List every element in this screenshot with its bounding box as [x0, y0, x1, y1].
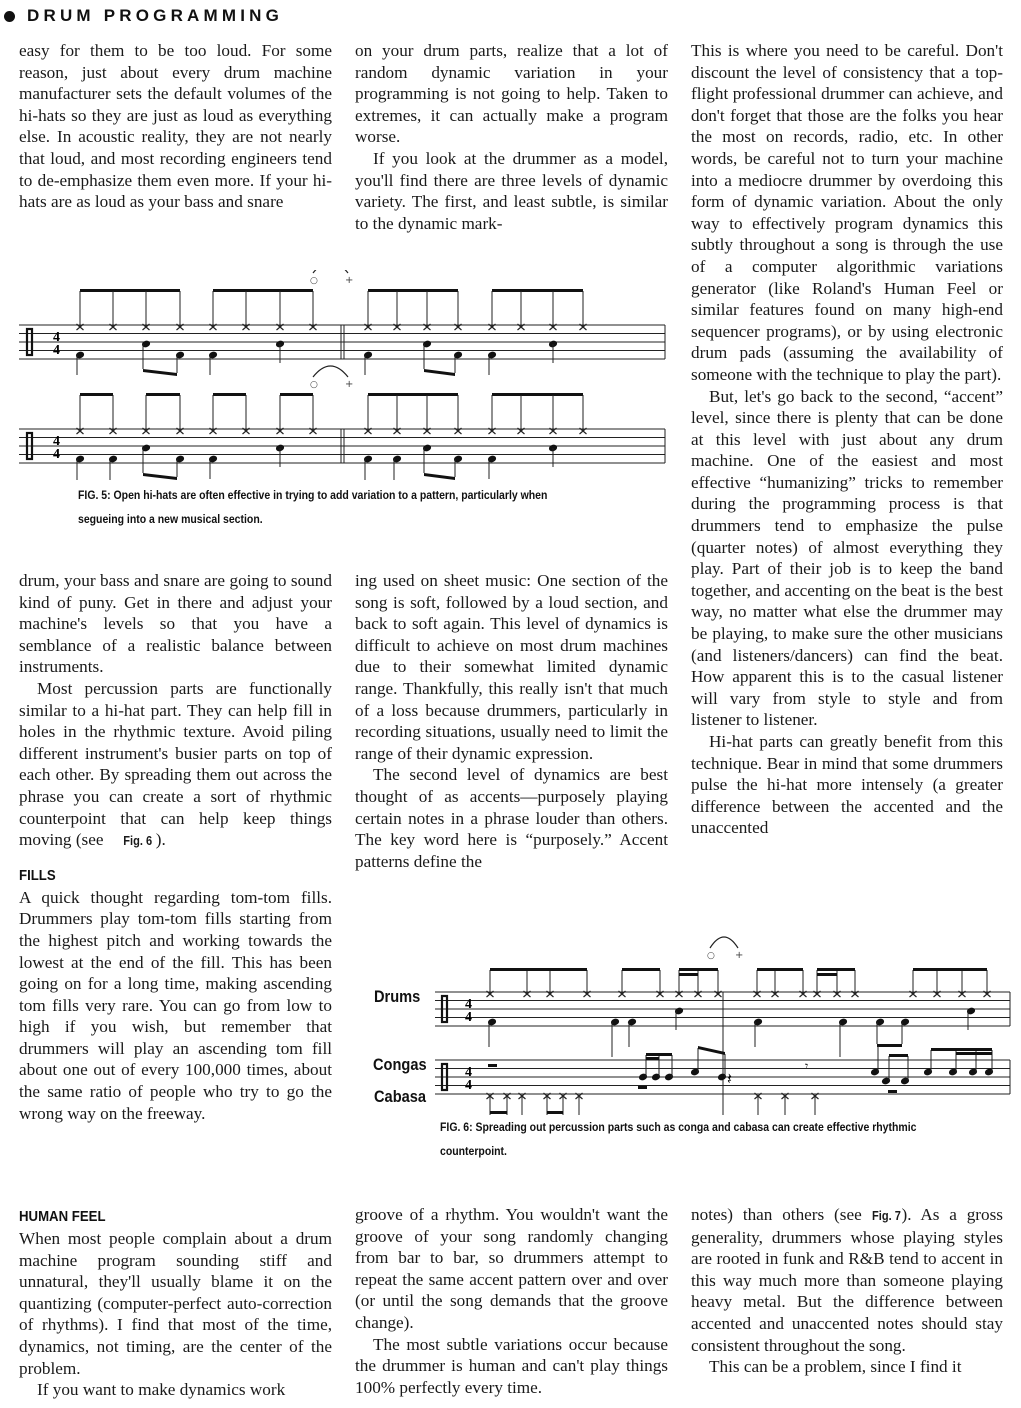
notehead [422, 340, 432, 349]
notehead [638, 1073, 648, 1082]
column-1-bottom [19, 1207, 332, 1401]
quarter-rest-icon: 𝄽 [727, 1069, 732, 1088]
tie-arc [313, 366, 348, 377]
beam [679, 968, 718, 971]
human-feel-heading: HUMAN FEEL [19, 1208, 106, 1225]
notehead [175, 455, 185, 464]
running-head [4, 6, 283, 26]
time-signature-bottom: 4 [465, 1078, 472, 1093]
time-signature-top: 4 [465, 1065, 472, 1080]
paragraph-text: ). As a gross generality, drummers whose playing styles are rooted in funk and R&B tend to accent in this way much more than someone playing heavy metal. But the difference between accented and unaccented notes should stay consistent throughout the song. [691, 1205, 1003, 1355]
column-3-bottom [691, 1204, 1003, 1378]
beam [368, 289, 458, 292]
notehead [108, 455, 118, 464]
beam [490, 968, 587, 971]
caption-line: FIG. 5: Open hi-hats are often effective in trying to add variation to a pattern, particularly when [78, 488, 548, 502]
beam [213, 393, 246, 396]
beam [280, 393, 313, 396]
closed-hihat-icon: + [345, 275, 354, 286]
notehead [627, 1018, 637, 1027]
figure-reference: Fig. 7 [871, 1208, 901, 1223]
staff-1 [19, 270, 665, 376]
beam [80, 289, 180, 292]
beam [368, 393, 458, 396]
eighth-rest-icon: 𝄾 [805, 1059, 809, 1073]
column-2-middle [355, 570, 668, 872]
open-hihat-icon: ○ [310, 380, 318, 390]
notehead [175, 351, 185, 360]
paragraph: groove of a rhythm. You wouldn't want the groove of your song randomly changing from bar to bar, so drummers attempt to repeat the same accent pattern over and over (or until the song demands that the groove change). [355, 1205, 668, 1332]
tie-arc [710, 937, 738, 948]
beam [492, 393, 583, 396]
caption-line: counterpoint. [440, 1144, 507, 1158]
notehead [75, 351, 85, 360]
figure-6-notation [420, 935, 1021, 1115]
paragraph: This is where you need to be careful. Don't discount the level of consistency that a top-flight professional drummer can achieve, and don't forget that those are the folks you hear the most on records, radio, etc. In other words, be careful not to turn your machine into a mediocre drummer by overdoing this form of dynamic variation. About the only way to effectively program dynamics this subtly throughout a song is through the use of a computer algorithmic variations generator (like Roland's Human Feel or similar features found on many high-end sequencer programs), or by using electronic drum pads (assuming the availability of someone with the technique to play the part). [691, 41, 1003, 384]
paragraph: drum, your bass and snare are going to sound kind of puny. Get in there and adjust your machine's levels so that you have a semblance of a realistic balance between instruments. [19, 571, 332, 677]
beam [817, 973, 837, 976]
beam [956, 1052, 992, 1055]
notehead [610, 1018, 620, 1027]
column-3 [691, 40, 1003, 839]
notehead [900, 1018, 910, 1027]
paragraph: ing used on sheet music: One section of the song is soft, followed by a loud section, and back to soft again. This level of dynamics is difficult to achieve on most drum machines due to their somewhat limited dynamic range. Thankfully, this really isn't that much of a loss because drummers, particularly in recording situations, usually need to limit the range of their dynamic expression. [355, 571, 668, 763]
paragraph: Hi-hat parts can greatly benefit from this technique. Bear in mind that some drummers pulse the hi-hat more intensely (a greater difference between the accented and the unaccented [691, 732, 1003, 838]
notehead [487, 1018, 497, 1027]
figure-5-notation [0, 270, 680, 480]
notehead [487, 455, 497, 464]
notehead [753, 1018, 763, 1027]
closed-hihat-icon: + [735, 950, 744, 961]
running-head-title: DRUM PROGRAMMING [27, 6, 284, 25]
column-1-middle [19, 570, 332, 1124]
beam [646, 1053, 672, 1056]
figure-6-caption [440, 1115, 916, 1163]
time-signature-top: 4 [53, 330, 60, 345]
notehead [208, 351, 218, 360]
beam [646, 1057, 659, 1060]
notehead [453, 351, 463, 360]
beam [424, 473, 455, 480]
notehead [363, 455, 373, 464]
paragraph: But, let's go back to the second, “accent” level, since there is plenty that can be done at this level with just about any drum machine. One of the easiest and most effective “humanizing” tricks to remember during the programming process is that drummers tend to emphasize the pulse (quarter notes) of almost everything they play. Part of their job is to keep the band together, and accenting on the beat is the best way, no matter what else the drummer may be playing, to make sure the other musicians (and listeners/dancers) can find the beat. How apparent this is to the casual listener will vary from style to style and from listener to listener. [691, 386, 1003, 730]
closed-hihat-icon: + [345, 379, 354, 390]
caption-line: segueing into a new musical section. [78, 512, 263, 526]
open-hihat-icon: ○ [707, 951, 715, 961]
notehead [838, 1018, 848, 1027]
beam [679, 973, 698, 976]
beam [143, 369, 177, 376]
bullet-icon [4, 11, 15, 22]
paragraph: This can be a problem, since I find it [709, 1357, 962, 1377]
time-signature-bottom: 4 [53, 343, 60, 358]
beam [622, 968, 660, 971]
notehead [651, 1073, 661, 1082]
paragraph: on your drum parts, realize that a lot of random dynamic variation in your programming is not going to help. Taken to extremes, it can actually make a program worse. [355, 41, 668, 147]
beam [143, 473, 177, 480]
notehead [208, 455, 218, 464]
paragraph-text: ). [155, 830, 166, 850]
paragraph [691, 1204, 1003, 1356]
open-hihat-icon: ○ [310, 276, 318, 286]
column-2-top [355, 40, 668, 234]
figure-5-caption [78, 483, 547, 531]
paragraph [19, 678, 332, 852]
paragraph-text: Most percussion parts are functionally similar to a hi-hat part. They can help fill in holes in the rhythmic texture. Avoid piling different instrument's busier parts on top of each other. By spreading them out across the phrase you can create a sort of rhythmic counterpoint that can help keep things moving (see [19, 678, 332, 850]
beam [80, 393, 113, 396]
figure-reference: Fig. 6 [123, 833, 152, 849]
notehead [875, 1018, 885, 1027]
notehead [141, 444, 151, 453]
fills-paragraph: A quick thought regarding tom-tom fills. Drummers play tom-tom fills starting from the highest pitch and working towards the lowest at the end of the fill. This has been going on for a long time, making ascending tom fills very rare. You can go from low to high if you wish, but remember that drummers will play an ascending tom fill about one out of every 100,000 times, about the same ratio of people who try to go the wrong way on the freeway. [19, 887, 332, 1123]
beam [913, 968, 987, 971]
notehead [674, 1007, 684, 1016]
notehead [453, 455, 463, 464]
beam [547, 1111, 563, 1114]
beam [931, 1048, 992, 1051]
beam [146, 393, 180, 396]
notehead [422, 444, 432, 453]
beam [877, 1044, 902, 1047]
notehead [363, 351, 373, 360]
half-rest [488, 1064, 497, 1067]
notehead [717, 1073, 727, 1082]
half-rest [888, 1090, 897, 1093]
notehead [141, 340, 151, 349]
beam [889, 1054, 908, 1057]
beam [424, 369, 455, 376]
caption-line: FIG. 6: Spreading out percussion parts such as conga and cabasa can create effective rhythmic [440, 1120, 917, 1134]
tie-arc [313, 270, 348, 273]
time-signature-top: 4 [465, 997, 472, 1012]
paragraph-text: notes) than others (see [691, 1205, 872, 1224]
beam [698, 1046, 725, 1055]
paragraph: easy for them to be too loud. For some reason, just about every drum machine manufacturer sets the default volumes of the hi-hats so they are just as loud as everything else. In acoustic reality, they are not nearly that loud, and most recording engineers tend to de-emphasize them even more. If your hi-hats are as loud as your bass and snare [19, 41, 332, 212]
paragraph: If you look at the drummer as a model, you'll find there are three levels of dynamic variety. The first, and least subtle, is similar to the dynamic mark- [355, 148, 668, 233]
notehead [392, 455, 402, 464]
notehead [487, 351, 497, 360]
drums-staff [435, 937, 1010, 1115]
column-2-bottom [355, 1204, 668, 1398]
notehead [900, 1077, 910, 1086]
beam [757, 968, 803, 971]
paragraph: If you want to make dynamics work [37, 1380, 286, 1400]
time-signature-bottom: 4 [465, 1010, 472, 1025]
paragraph: When most people complain about a drum machine program sounding stiff and unnatural, they'll usually blame it on the quantizing (computer-perfect auto-correction of rhythms). I find that most of the time, dynamics, not timing, are the center of the problem. [19, 1229, 332, 1378]
beam [492, 289, 583, 292]
label-congas: Congas [373, 1055, 427, 1074]
column-1-top [19, 40, 332, 213]
notehead [664, 1073, 674, 1082]
beam [817, 968, 855, 971]
paragraph: The second level of dynamics are best thought of as accents—purposely playing certain notes in a phrase louder than others. The key word here is “purposely.” Accent patterns define the [355, 765, 668, 871]
staff-2 [19, 366, 665, 480]
paragraph: The most subtle variations occur because the drummer is human and can't play things 100% perfectly every time. [355, 1334, 668, 1397]
notehead [881, 1077, 891, 1086]
beam [490, 1111, 507, 1114]
time-signature-bottom: 4 [53, 447, 60, 462]
label-cabasa: Cabasa [374, 1087, 427, 1106]
beam [213, 289, 313, 292]
fills-heading: FILLS [19, 866, 56, 884]
time-signature-top: 4 [53, 434, 60, 449]
notehead [966, 1007, 976, 1016]
notehead [75, 455, 85, 464]
half-rest [638, 1086, 647, 1089]
label-drums: Drums [374, 987, 421, 1006]
